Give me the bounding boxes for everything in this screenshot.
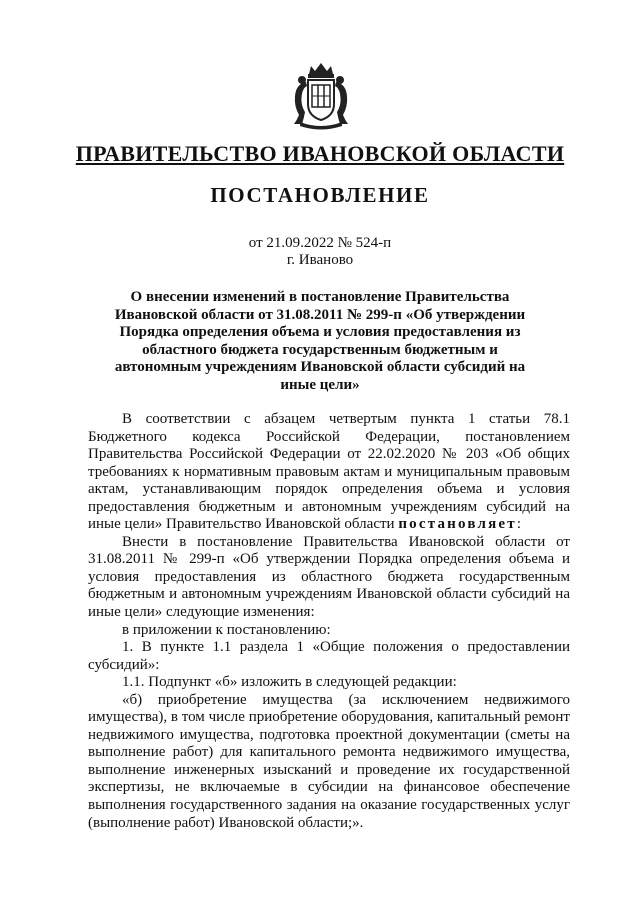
date-number: от 21.09.2022 № 524-п [248,235,392,251]
paragraph-amend: Внести в постановление Правительства Ивановской области от 31.08.2011 № 299-п «Об утверждении Порядка определения объема и условия предоставления из областного бюджета государственным бюджетным и автономным учреждениям Ивановской области субсидий на иные цели» следующие изменения: [88,533,570,621]
decree-word: постановляет [398,516,517,533]
document-subject: О внесении изменений в постановление Правительства Ивановской области от 31.08.2011 № 299-п «Об утверждении Порядка определения объема и условия предоставления из областного бюджета государственным бюджетным и автономным учреждениям Ивановской области субсидий на иные цели» [114,289,526,393]
paragraph-point-1: 1. В пункте 1.1 раздела 1 «Общие положения о предоставлении субсидий»: [88,639,570,673]
paragraph-point-1-1: 1.1. Подпункт «б» изложить в следующей редакции: [122,674,457,691]
paragraph-subpoint-b: «б) приобретение имущества (за исключением недвижимого имущества), в том числе приобретение оборудования, капитальный ремонт недвижимого имущества, подготовка проектной документации (сметы на выполнение работ) для капитального ремонта недвижимого имущества, выполнение инженерных изысканий и проведение их государственной экспертизы, не включаемые в субсидии на финансовое обеспечение выполнения государственного задания на оказание государственных услуг (выполнение работ) Ивановской области;». [88,691,570,831]
city: г. Иваново [286,252,354,268]
document-body [88,411,570,832]
paragraph-preamble: В соответствии с абзацем четвертым пункта 1 статьи 78.1 Бюджетного кодекса Российской Федерации, постановлением Правительства Российской Федерации от 22.02.2020 № 203 «Об общих требованиях к нормативным правовым актам и муниципальным правовым актам, устанавливающим порядок определения объема и условия предоставления бюджетным и автономным учреждениям субсидий на иные цели» Правительство Ивановской области постановляет: [88,411,570,533]
coat-of-arms-icon [290,60,352,130]
document-type-title: ПОСТАНОВЛЕНИЕ [210,183,430,207]
government-title: ПРАВИТЕЛЬСТВО ИВАНОВСКОЙ ОБЛАСТИ [75,141,565,166]
paragraph-appendix: в приложении к постановлению: [122,621,331,638]
